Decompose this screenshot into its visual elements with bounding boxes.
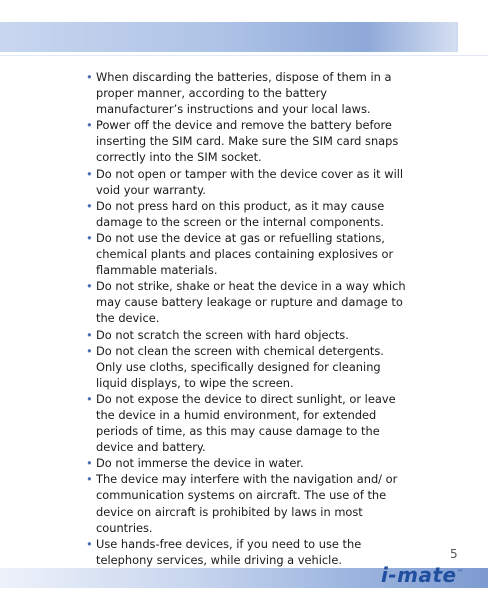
- bullet-text: Power off the device and remove the battery before inserting the SIM card. Make sure the SIM card snaps correctly into the SIM socket.: [96, 118, 399, 165]
- bullet-item: [86, 391, 406, 455]
- bullet-item: [86, 117, 406, 165]
- safety-bullet-list: [86, 69, 406, 568]
- bullet-marker: •: [86, 456, 93, 471]
- bullet-item: [86, 455, 406, 471]
- safety-content: [86, 69, 406, 568]
- bullet-text: Do not clean the screen with chemical detergents. Only use cloths, specifically designed for cleaning liquid displays, to wipe the screen.: [96, 343, 384, 390]
- header-band: [0, 22, 488, 52]
- bullet-item: [86, 343, 406, 391]
- bullet-text: Do not use the device at gas or refuelling stations, chemical plants and places containing explosives or flammable materials.: [96, 230, 394, 278]
- bullet-item: [86, 536, 406, 568]
- bullet-item: [86, 278, 406, 326]
- bullet-marker: •: [86, 536, 93, 551]
- bullet-item: [86, 471, 406, 535]
- bullet-text: Do not strike, shake or heat the device in a way which may cause battery leakage or rupture and damage to the device.: [96, 279, 406, 326]
- bullet-item: [86, 230, 406, 278]
- bullet-marker: •: [86, 230, 93, 245]
- bullet-item: [86, 327, 406, 343]
- bullet-marker: •: [86, 118, 93, 133]
- bullet-marker: •: [86, 472, 93, 487]
- bullet-item: [86, 166, 406, 198]
- header-tab-decoration: [456, 22, 488, 52]
- bullet-text: The device may interfere with the navigation and/ or communication systems on aircraft. The use of the device on aircraft is prohibited by laws in most countries.: [96, 472, 398, 535]
- bullet-item: [86, 198, 406, 230]
- bullet-item: [86, 69, 406, 117]
- page-number: 5: [450, 547, 458, 561]
- bullet-marker: •: [86, 343, 93, 358]
- bullet-text: Do not expose the device to direct sunlight, or leave the device in a humid environment, for extended periods of time, as this may cause damage to the device and battery.: [96, 391, 396, 455]
- bullet-text: Use hands-free devices, if you need to use the telephony services, while driving a vehicle.: [96, 536, 362, 567]
- bullet-text: Do not scratch the screen with hard objects.: [96, 327, 349, 342]
- bullet-text: When discarding the batteries, dispose of them in a proper manner, according to the battery manufacturer’s instructions and your local laws.: [96, 70, 392, 117]
- bullet-text: Do not immerse the device in water.: [96, 456, 304, 471]
- bullet-marker: •: [86, 70, 93, 84]
- bullet-marker: •: [86, 198, 93, 213]
- bullet-marker: •: [86, 166, 93, 181]
- bullet-marker: •: [86, 391, 93, 406]
- imate-logo: [381, 563, 464, 587]
- trademark-mark: ™: [456, 568, 465, 577]
- bullet-marker: •: [86, 327, 93, 342]
- bullet-text: Do not press hard on this product, as it may cause damage to the screen or the internal components.: [96, 198, 385, 229]
- bullet-text: Do not open or tamper with the device cover as it will void your warranty.: [96, 166, 404, 197]
- bullet-marker: •: [86, 279, 93, 294]
- logo-text: i-mate: [381, 563, 457, 587]
- header-divider: [0, 55, 488, 56]
